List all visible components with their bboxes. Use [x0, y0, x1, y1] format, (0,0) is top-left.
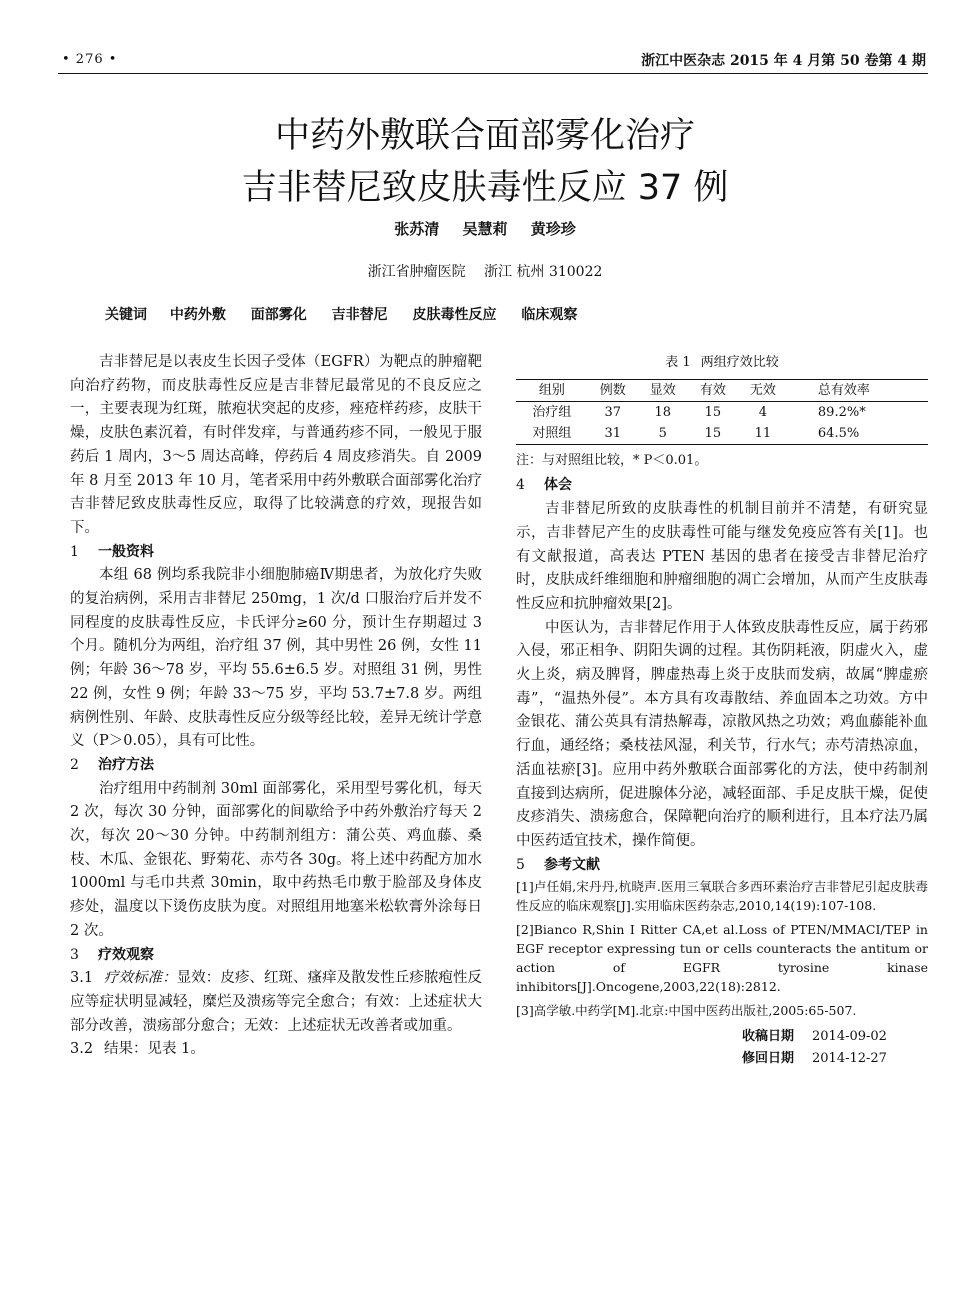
section-heading-2 [70, 754, 482, 778]
section-number: 3 [70, 946, 79, 963]
subsection-label: 疗效标准： [104, 970, 177, 987]
table-note: 注：与对照组比较，* P＜0.01。 [516, 452, 708, 468]
author: 吴慧莉 [462, 220, 508, 238]
header-rule [58, 73, 928, 74]
table-row [516, 423, 928, 445]
left-column [70, 351, 482, 1062]
table-cell: 89.2%* [817, 404, 866, 420]
table-row [516, 401, 928, 423]
table-title: 两组疗效比较 [700, 355, 779, 370]
section-heading-3 [70, 944, 482, 968]
reference-list [516, 877, 928, 1020]
section-title: 参考文献 [544, 856, 600, 873]
table-header-cell: 显效 [649, 382, 676, 398]
keyword: 临床观察 [521, 307, 578, 323]
section-heading-5 [516, 854, 928, 878]
general-data-paragraph: 本组 68 例均系我院非小细胞肺癌Ⅳ期患者，为放化疗失败的复治病例，采用吉非替尼 250mg，1 次/d 口服治疗后并发不同程度的皮肤毒性反应，卡氏评分≥60 分，预计生存期超过 3 个月。随机分为两组，治疗组 37 例，其中男性 26 例，女性 11 例；年龄 36～78 岁，平均 55.6±6.5 岁。对照组 31 例，男性 22 例，女性 9 例；年龄 33～75 岁，平均 53.7±7.8 岁。两组病例性别、年龄、皮肤毒性反应分级等经比较，差异无统计学意义（P＞0.05），具有可比性。 [70, 567, 482, 750]
table-header-cell: 组别 [538, 382, 565, 398]
discussion-paragraph-2: 中医认为，吉非替尼作用于人体致皮肤毒性反应，属于药邪入侵，邪正相争、阴阳失调的过程。其伤阴耗液，阴虚火入，虚火上炎，病及脾肾，脾虚热毒上炎于皮肤而发病，故属“脾虚瘀毒”，“温热外侵”。本方具有攻毒散结、养血固本之功效。方中金银花、蒲公英具有清热解毒，凉散风热之功效；鸡血藤能补血行血，通经络；桑枝祛风湿，利关节，行水气；赤芍清热凉血，活血祛瘀[3]。应用中药外敷联合面部雾化的方法，使中药制剂直接到达病所，促进腺体分泌，减轻面部、手足皮肤干燥，促使皮疹消失、溃疡愈合，保障靶向治疗的顺利进行，且本疗法乃属中医药适宜技术，操作简便。 [516, 619, 928, 849]
revised-date [742, 1048, 928, 1070]
section-title: 体会 [544, 477, 572, 494]
subsection-number: 3.1 [70, 970, 94, 987]
criteria-paragraph [70, 967, 482, 1038]
received-date [742, 1026, 928, 1048]
right-column [516, 351, 928, 1070]
affiliation-address: 浙江 杭州 310022 [484, 264, 603, 280]
table-cell: 15 [704, 425, 722, 441]
keyword: 吉非替尼 [331, 307, 388, 323]
intro-paragraph: 吉非替尼是以表皮生长因子受体（EGFR）为靶点的肿瘤靶向治疗药物，而皮肤毒性反应是吉非替尼最常见的不良反应之一，主要表现为红斑，脓疱状突起的皮疹，痤疮样药疹，皮肤干燥，皮肤色素沉着，有时伴发痒，与普通药疹不同，一般见于服药后 1 周内，3～5 周达高峰，停药后 4 周皮疹消失。自 2009 年 8 月至 2013 年 10 月，笔者采用中药外敷联合面部雾化治疗吉非替尼致皮肤毒性反应，取得了比较满意的疗效，现报告如下。 [70, 354, 482, 536]
table-header-cell: 有效 [699, 382, 726, 398]
author-list [0, 218, 970, 239]
page-number: • 276 • [62, 52, 118, 67]
results-text: 结果：见表 1。 [104, 1041, 205, 1058]
keyword: 面部雾化 [250, 307, 307, 323]
discussion-paragraph-1: 吉非替尼所致的皮肤毒性的机制目前并不清楚，有研究显示，吉非替尼产生的皮肤毒性可能与继发免疫应答有关[1]。也有文献报道，高表达 PTEN 基因的患者在接受吉非替尼治疗时，皮肤成纤维细胞和肿瘤细胞的凋亡会增加，从而产生皮肤毒性反应和抗肿瘤效果[2]。 [516, 501, 928, 612]
treatment-paragraph: 治疗组用中药制剂 30ml 面部雾化，采用型号雾化机，每天 2 次，每次 30 分钟，面部雾化的间歇给予中药外敷治疗每天 2 次，每次 20～30 分钟。中药制剂组方：蒲公英、鸡血藤、桑枝、木瓜、金银花、野菊花、赤芍各 30g。将上述中药配方加水 1000ml 与毛巾共煮 30min，取中药热毛巾敷于脸部及身体皮疹处，温度以下烫伤皮肤为度。对照组用地塞米松软膏外涂每日 2 次。 [70, 780, 482, 939]
keyword: 中药外敷 [169, 307, 226, 323]
title-line-1: 中药外敷联合面部雾化治疗 [274, 116, 695, 156]
keywords [105, 304, 597, 324]
received-value: 2014-09-02 [812, 1029, 887, 1045]
received-label: 收稿日期 [742, 1029, 795, 1045]
author: 张苏清 [394, 220, 440, 238]
table-cell: 4 [758, 404, 768, 420]
reference-item: [1]卢任娟,宋丹丹,杭晓声.医用三氧联合多西环素治疗吉非替尼引起皮肤毒性反应的临床观察[J].实用临床医药杂志,2010,14(19):107-108. [516, 879, 928, 914]
table-cell: 5 [658, 425, 667, 441]
revised-value: 2014-12-27 [812, 1051, 887, 1067]
reference-item: [2]Bianco R,Shin I Ritter CA,et al.Loss of PTEN/MMACI/TEP in EGF receptor expressing tun or cells counteracts the antitum or action of EGFR tyrosine kinase inhibitors[J].Oncogene,2003,22(18):2812. [516, 922, 928, 995]
table-cell: 对照组 [532, 425, 572, 441]
section-title: 治疗方法 [98, 756, 154, 773]
results-paragraph [70, 1038, 482, 1062]
table-header-cell: 无效 [749, 382, 776, 398]
table-label: 表 1 [665, 355, 691, 370]
title-line-2: 吉非替尼致皮肤毒性反应 37 例 [241, 168, 729, 208]
affiliation [0, 261, 970, 281]
table-cell: 治疗组 [532, 404, 572, 420]
section-number: 1 [70, 543, 79, 560]
section-title: 一般资料 [98, 543, 154, 560]
results-table [516, 379, 928, 445]
subsection-number: 3.2 [70, 1041, 94, 1058]
table-cell: 18 [654, 404, 672, 420]
table-header-cell: 例数 [599, 382, 626, 398]
table-cell: 31 [604, 425, 622, 441]
table-cell: 64.5% [817, 425, 860, 441]
section-number: 4 [516, 477, 525, 494]
keywords-label: 关键词 [105, 307, 147, 323]
article-title [0, 110, 970, 214]
section-title: 疗效观察 [98, 946, 154, 963]
section-heading-4 [516, 474, 928, 498]
table-header-row [516, 379, 928, 401]
keyword: 皮肤毒性反应 [412, 307, 497, 323]
revised-label: 修回日期 [742, 1051, 795, 1067]
author: 黄珍珍 [530, 220, 576, 238]
table-cell: 37 [604, 404, 622, 420]
affiliation-institution: 浙江省肿瘤医院 [367, 264, 466, 280]
article-dates [516, 1026, 928, 1070]
section-number: 2 [70, 756, 79, 773]
table-caption [516, 351, 928, 375]
table-header-cell: 总有效率 [817, 382, 870, 398]
table-cell: 15 [704, 404, 722, 420]
section-heading-1 [70, 541, 482, 565]
section-number: 5 [516, 856, 525, 873]
journal-header: 浙江中医杂志 2015 年 4 月第 50 卷第 4 期 [641, 53, 926, 69]
table-cell: 11 [754, 425, 772, 441]
reference-item: [3]高学敏.中药学[M].北京:中国中医药出版社,2005:65-507. [516, 1003, 857, 1019]
criteria-text: 显效：皮疹、红斑、瘙痒及散发性丘疹脓疱性反应等症状明显减轻，糜烂及溃疡等完全愈合；有效：上述症状大部分改善，溃疡部分愈合；无效：上述症状无改善者或加重。 [70, 970, 483, 1034]
